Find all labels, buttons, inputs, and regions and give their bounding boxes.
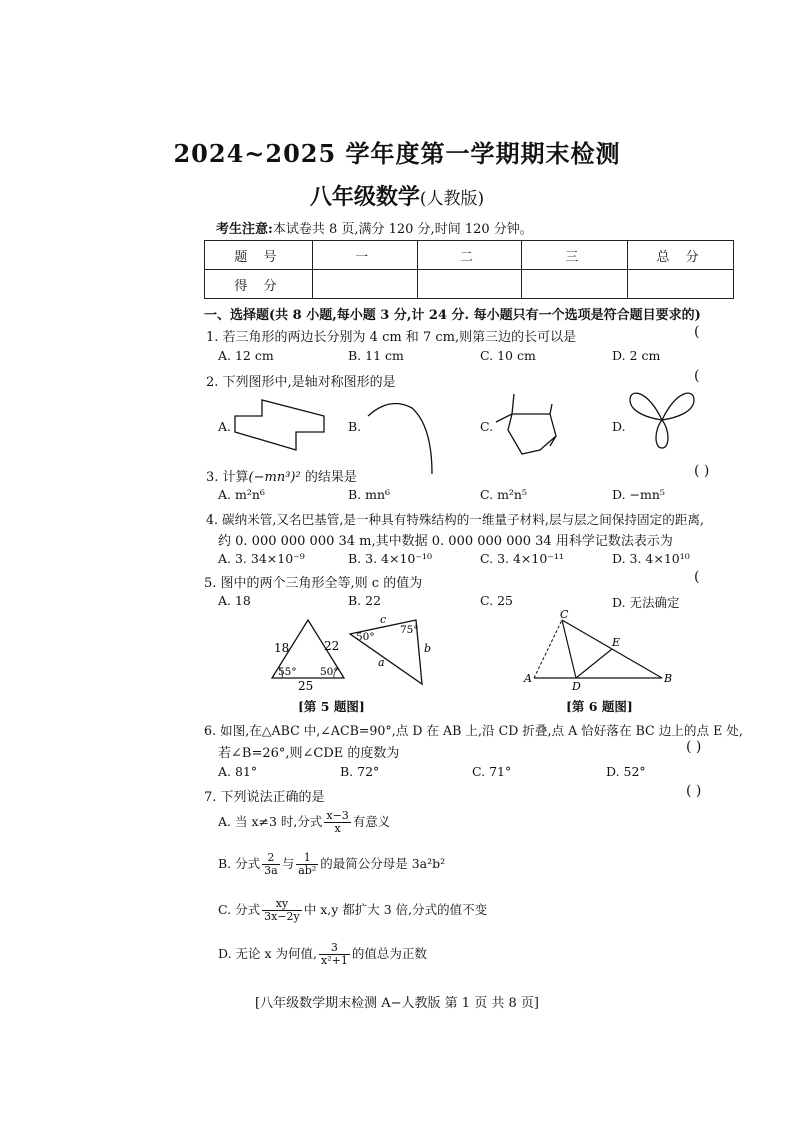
fraction-numerator: x−3 (326, 809, 349, 822)
figure-5-label: 75° (400, 624, 419, 636)
fraction (296, 852, 318, 877)
question-5-option-d[interactable]: D. 无法确定 (612, 595, 680, 610)
question-6-option-b[interactable]: B. 72° (340, 764, 380, 779)
answer-paren[interactable]: ( ) (686, 739, 702, 755)
score-cell[interactable] (522, 270, 628, 299)
figure-5-label: 50° (356, 631, 375, 643)
question-5-option-c[interactable]: C. 25 (480, 593, 513, 608)
notice-text: 本试卷共 8 页,满分 120 分,时间 120 分钟。 (272, 222, 533, 237)
question-7-option-d[interactable] (218, 942, 427, 967)
question-3-option-a[interactable]: A. m²n⁶ (218, 487, 265, 502)
fraction-numerator: 1 (296, 852, 318, 865)
figure-5-label: 25 (298, 679, 314, 693)
question-6-option-c[interactable]: C. 71° (472, 764, 512, 779)
answer-paren[interactable]: ( (694, 569, 700, 585)
option-text: A. 当 x≠3 时,分式 (218, 814, 323, 829)
figure-5-label: 50° (320, 666, 339, 678)
figure-6-label: A (524, 672, 532, 685)
answer-paren[interactable]: ( ) (686, 783, 702, 799)
candidate-notice (216, 218, 533, 237)
question-7-option-b[interactable] (218, 852, 445, 877)
question-1-option-a[interactable]: A. 12 cm (218, 348, 274, 363)
question-6-line-1: 6. 如图,在△ABC 中,∠ACB=90°,点 D 在 AB 上,沿 CD 折叠,点 A 恰好落在 BC 边上的点 E 处, (204, 723, 743, 738)
question-2-option-d[interactable]: D. (612, 419, 626, 434)
answer-paren[interactable]: ( ) (694, 463, 710, 479)
pentagon-shape-icon (492, 392, 568, 464)
score-cell: 题 号 (205, 241, 313, 270)
figure-6-segment-ac (534, 620, 562, 678)
option-text: D. 无论 x 为何值, (218, 946, 317, 961)
page-footer: [八年级数学期末检测 A−人教版 第 1 页 共 8 页] (255, 996, 539, 1011)
question-4-line-1: 4. 碳纳米管,又名巴基管,是一种具有特殊结构的一维量子材料,层与层之间保持固定的距离, (206, 512, 705, 527)
question-4-option-b[interactable]: B. 3. 4×10⁻¹⁰ (348, 551, 432, 566)
score-cell[interactable] (417, 270, 522, 299)
score-table (204, 240, 734, 299)
option-text: 的最简公分母是 3a²b² (320, 856, 446, 871)
option-text: 与 (281, 856, 295, 871)
fraction (324, 810, 350, 835)
exam-title: 2024~2025 学年度第一学期期末检测 (173, 139, 621, 168)
question-3-option-c[interactable]: C. m²n⁵ (480, 487, 527, 502)
score-cell: 总 分 (628, 241, 734, 270)
subject-name: 八年级数学 (309, 184, 420, 210)
question-2-option-a[interactable]: A. (218, 419, 232, 434)
option-text: 有意义 (352, 814, 391, 829)
question-4-option-c[interactable]: C. 3. 4×10⁻¹¹ (480, 551, 564, 566)
score-cell[interactable] (628, 270, 734, 299)
option-text: B. 分式 (218, 856, 261, 871)
score-header-row (205, 241, 734, 270)
question-3-stem-pre: 3. 计算 (206, 470, 249, 485)
fraction-denominator: ab² (298, 864, 317, 877)
question-3-stem (206, 466, 357, 485)
score-cell: 二 (417, 241, 522, 270)
notice-label: 考生注意: (216, 222, 273, 237)
figure-5-label: 22 (324, 639, 340, 653)
fraction-denominator: x²+1 (321, 954, 348, 967)
figure-6-caption: [第 6 题图] (566, 699, 633, 714)
figure-5-diagram (260, 612, 440, 696)
fraction-numerator: 3 (319, 942, 350, 955)
answer-paren[interactable]: ( (694, 368, 700, 384)
option-text: C. 分式 (218, 902, 261, 917)
figure-6-label: D (572, 680, 581, 693)
score-cell[interactable] (312, 270, 417, 299)
question-1-option-d[interactable]: D. 2 cm (612, 348, 661, 363)
question-6-option-a[interactable]: A. 81° (218, 764, 258, 779)
fraction (262, 852, 280, 877)
question-5-option-b[interactable]: B. 22 (348, 593, 382, 608)
figure-5-caption: [第 5 题图] (298, 699, 365, 714)
fraction-denominator: 3a (264, 864, 278, 877)
fraction (262, 898, 302, 923)
answer-paren[interactable]: ( (694, 324, 700, 340)
trefoil-shape-icon (624, 386, 704, 458)
fraction-numerator: xy (262, 898, 302, 911)
question-2-stem: 2. 下列图形中,是轴对称图形的是 (206, 375, 396, 390)
edition-label: (人教版) (419, 189, 485, 209)
question-3-stem-post: 的结果是 (300, 470, 357, 485)
question-2-option-b[interactable]: B. (348, 419, 362, 434)
question-1-stem: 1. 若三角形的两边长分别为 4 cm 和 7 cm,则第三边的长可以是 (206, 330, 577, 345)
figure-5-label: 18 (274, 641, 290, 655)
question-7-option-a[interactable] (218, 810, 390, 835)
figure-6-label: C (560, 608, 569, 621)
exam-subtitle (0, 180, 794, 211)
shape-a-icon (232, 394, 332, 456)
question-5-option-a[interactable]: A. 18 (218, 593, 251, 608)
question-7-option-c[interactable] (218, 898, 487, 923)
question-3-expression: (−mn³)² (248, 470, 301, 485)
figure-5-label: c (380, 613, 387, 626)
question-2-option-c[interactable]: C. (480, 419, 494, 434)
score-cell: 得 分 (205, 270, 313, 299)
option-text: 的值总为正数 (351, 946, 427, 961)
score-cell: 一 (312, 241, 417, 270)
question-1-option-c[interactable]: C. 10 cm (480, 348, 536, 363)
fraction-denominator: 3x−2y (264, 910, 300, 923)
figure-5-label: 55° (278, 666, 297, 678)
figure-6-segment-de (576, 649, 612, 678)
question-4-option-d[interactable]: D. 3. 4×10¹⁰ (612, 551, 690, 566)
fraction (319, 942, 350, 967)
question-1-option-b[interactable]: B. 11 cm (348, 348, 404, 363)
figure-6-segment-cd (562, 620, 576, 678)
question-7-stem: 7. 下列说法正确的是 (204, 790, 325, 805)
question-6-option-d[interactable]: D. 52° (606, 764, 646, 779)
figure-6-label: E (612, 636, 621, 649)
section-heading: 一、选择题(共 8 小题,每小题 3 分,计 24 分. 每小题只有一个选项是符合题目要求的) (204, 308, 701, 323)
score-cell: 三 (522, 241, 628, 270)
question-6-line-2: 若∠B=26°,则∠CDE 的度数为 (218, 746, 400, 761)
score-value-row (205, 270, 734, 299)
figure-6-label: B (664, 672, 673, 685)
question-3-option-b[interactable]: B. mn⁶ (348, 487, 391, 502)
figure-6-diagram (520, 606, 680, 696)
option-text: 中 x,y 都扩大 3 倍,分式的值不变 (303, 902, 488, 917)
fraction-numerator: 2 (262, 852, 280, 865)
arc-shape-icon (360, 396, 440, 478)
question-3-option-d[interactable]: D. −mn⁵ (612, 487, 665, 502)
question-5-stem: 5. 图中的两个三角形全等,则 c 的值为 (204, 576, 423, 591)
question-4-line-2: 约 0. 000 000 000 34 m,其中数据 0. 000 000 000 34 用科学记数法表示为 (218, 534, 673, 549)
figure-5-label: a (378, 656, 385, 669)
fraction-denominator: x (334, 822, 341, 835)
question-4-option-a[interactable]: A. 3. 34×10⁻⁹ (218, 551, 305, 566)
figure-5-label: b (424, 642, 432, 655)
